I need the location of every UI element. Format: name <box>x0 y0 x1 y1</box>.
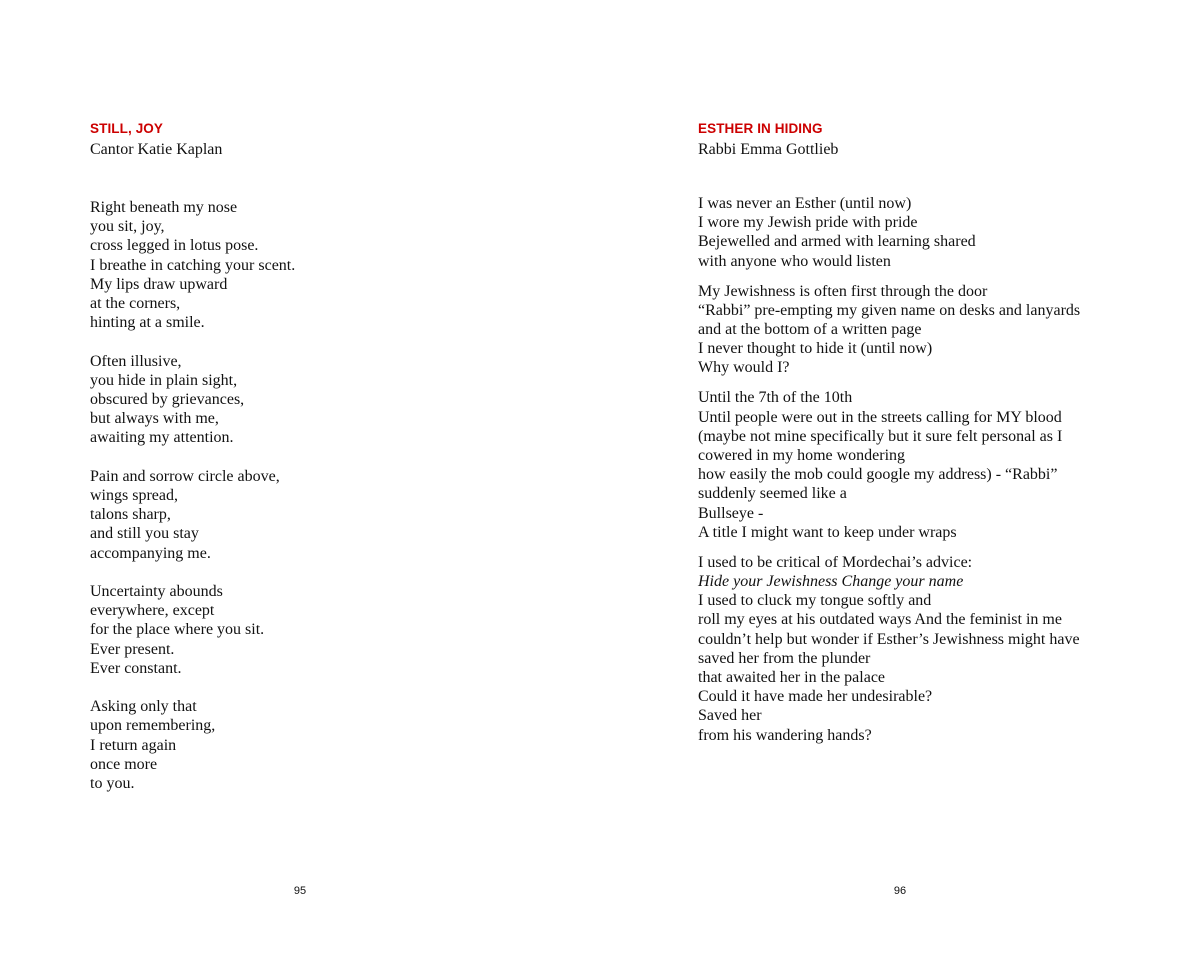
poem-line: (maybe not mine specifically but it sure felt personal as I <box>698 427 1063 445</box>
poem-line: Right beneath my nose <box>90 199 238 216</box>
poem-line: couldn’t help but wonder if Esther’s Jewishness might have <box>698 630 1080 648</box>
poem-line: My Jewishness is often first through the door <box>698 282 988 300</box>
poem-line: Ever present. <box>90 640 175 658</box>
poem-line: I never thought to hide it (until now) <box>698 340 933 358</box>
poem-line: wings spread, <box>90 487 178 505</box>
poem-line: and at the bottom of a written page <box>698 321 922 339</box>
poem-line: from his wandering hands? <box>698 726 872 744</box>
poem-line: Bejewelled and armed with learning shared <box>698 233 976 251</box>
poem-line: everywhere, except <box>90 602 215 620</box>
poem-line: I used to cluck my tongue softly and <box>698 592 932 610</box>
poem-line: I used to be critical of Mordechai’s advice: <box>698 553 973 571</box>
poem-line: cowered in my home wondering <box>698 447 906 465</box>
poem-line: cross legged in lotus pose. <box>90 237 259 255</box>
stanza <box>698 282 1178 378</box>
poem-line: “Rabbi” pre-empting my given name on desks and lanyards <box>698 301 1081 319</box>
poem-line: A title I might want to keep under wraps <box>698 523 957 541</box>
poem-author: Cantor Katie Kaplan <box>90 141 223 158</box>
poem-line: hinting at a smile. <box>90 314 205 332</box>
page-number: 96 <box>893 885 907 897</box>
page-number: 95 <box>293 885 307 897</box>
poem-body <box>698 194 1178 756</box>
poem-line: saved her from the plunder <box>698 649 871 667</box>
stanza <box>90 697 570 793</box>
poem-line-italic: Hide your Jewishness Change your name <box>698 573 964 591</box>
poem-line: that awaited her in the palace <box>698 669 886 687</box>
poem-line: roll my eyes at his outdated ways And the feminist in me <box>698 611 1062 629</box>
poem-line: with anyone who would listen <box>698 252 891 270</box>
stanza <box>90 582 570 678</box>
poem-title: STILL, JOY <box>90 121 164 136</box>
poem-line: suddenly seemed like a <box>698 485 847 503</box>
poem-line: Until people were out in the streets calling for MY blood <box>698 408 1062 426</box>
poem-line: how easily the mob could google my address) - “Rabbi” <box>698 466 1058 484</box>
poem-author: Rabbi Emma Gottlieb <box>698 141 839 158</box>
poem-line: I wore my Jewish pride with pride <box>698 214 918 232</box>
poem-title: ESTHER IN HIDING <box>698 121 823 136</box>
poem-line: I return again <box>90 736 177 754</box>
poem-line: you hide in plain sight, <box>90 371 238 389</box>
poem-line: Pain and sorrow circle above, <box>90 467 280 485</box>
poem-line: you sit, joy, <box>90 218 165 236</box>
poem-line: I was never an Esther (until now) <box>698 195 912 212</box>
right-page <box>600 0 1200 960</box>
stanza <box>90 198 570 332</box>
stanza <box>90 352 570 448</box>
poem-line: but always with me, <box>90 410 219 428</box>
poem-line: Until the 7th of the 10th <box>698 389 853 407</box>
stanza <box>90 467 570 563</box>
poem-line: upon remembering, <box>90 717 216 735</box>
poem-line: and still you stay <box>90 525 199 543</box>
poem-line: talons sharp, <box>90 506 171 524</box>
poem-line: once more <box>90 755 158 773</box>
poem-line: Asking only that <box>90 698 197 716</box>
stanza <box>698 194 1178 271</box>
poem-line: Uncertainty abounds <box>90 583 223 601</box>
poem-line: Why would I? <box>698 359 790 377</box>
poem-line: Ever constant. <box>90 659 182 677</box>
stanza <box>698 388 1178 542</box>
poem-line: obscured by grievances, <box>90 391 245 409</box>
poem-line: Could it have made her undesirable? <box>698 688 933 706</box>
stanza <box>698 553 1178 745</box>
poem-line: Often illusive, <box>90 352 182 370</box>
poem-line: accompanying me. <box>90 544 211 562</box>
poem-line: to you. <box>90 775 135 793</box>
poem-line: awaiting my attention. <box>90 429 234 447</box>
poem-body <box>90 198 570 812</box>
poem-line: I breathe in catching your scent. <box>90 256 296 274</box>
poem-line: Saved her <box>698 707 762 725</box>
poem-line: Bullseye - <box>698 504 764 522</box>
poem-line: at the corners, <box>90 295 181 313</box>
poem-line: My lips draw upward <box>90 275 228 293</box>
poem-line: for the place where you sit. <box>90 621 265 639</box>
